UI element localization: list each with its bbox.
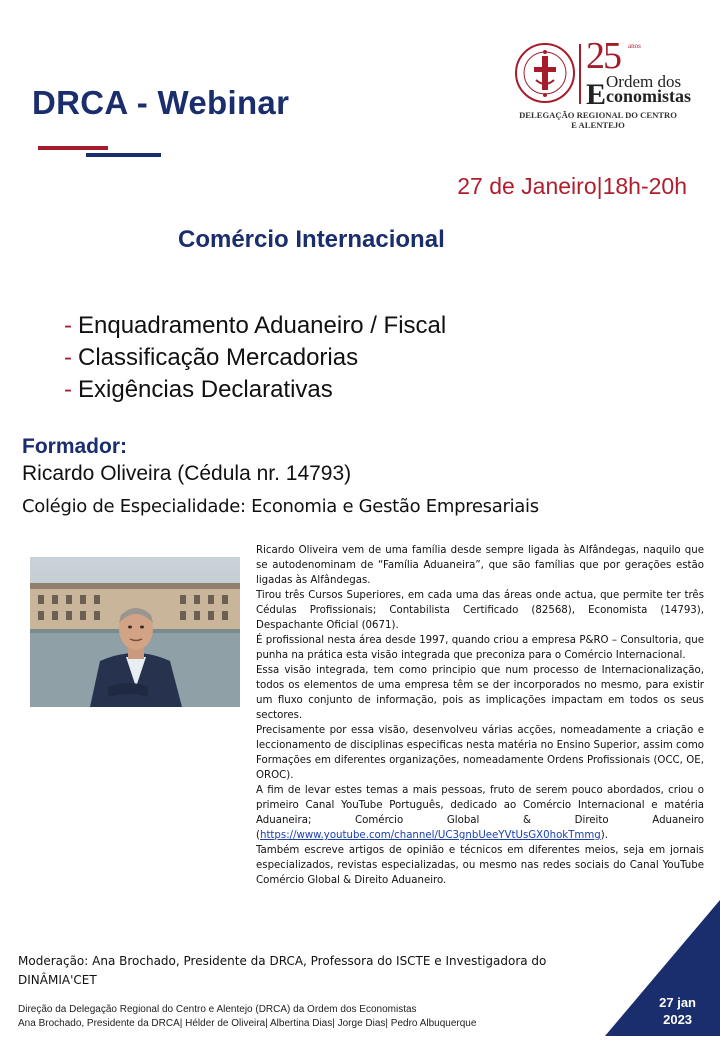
logo-delegation-line2: E ALENTEJO	[571, 120, 625, 130]
topic-item	[64, 342, 446, 374]
topic-item	[64, 310, 446, 342]
footer-date-day: 27 jan	[659, 995, 696, 1010]
trainer-label: Formador:	[22, 435, 127, 458]
event-subject: Comércio Internacional	[178, 226, 445, 253]
page-title: DRCA - Webinar	[32, 84, 290, 121]
bio-text: ).	[600, 830, 608, 841]
bio-paragraph: Ricardo Oliveira vem de uma família desde sempre ligada às Alfândegas, naquilo que se autodenominam de “Família Aduaneira”, que são famílias que por gerações estão ligadas às Alfândegas.	[256, 545, 704, 586]
trainer-college: Colégio de Especialidade: Economia e Gestão Empresariais	[22, 496, 539, 517]
trainer-bio	[256, 543, 704, 888]
logo-org-line2: conomistas	[606, 86, 691, 106]
bio-paragraph: Precisamente por essa visão, desenvolveu várias acções, nomeadamente a criação e leccionamento de disciplinas especificas nesta matéria no Ensino Superior, assim como Formações em diferentes organizações, nomeadamente Ordens Profissionais (OCC, OE, OROC).	[256, 725, 704, 781]
footer-date-year: 2023	[663, 1012, 693, 1027]
trainer-photo	[30, 557, 240, 707]
footer-members: Ana Brochado, Presidente da DRCA| Hélder de Oliveira| Albertina Dias| Jorge Dias| Pedro Albuquerque	[18, 1018, 477, 1029]
bio-paragraph: Essa visão integrada, tem como principio que num processo de Internacionalização, todos os elementos de uma empresa têm se der incorporados no mesmo, para existir um fluxo conjunto de informação, pois as implicações impactam em todos os seus sectores.	[256, 665, 704, 721]
bio-paragraph: Também escreve artigos de opinião e técnicos em diferentes meios, seja em jornais especializados, revistas especializadas, ou mesmo nas redes sociais do Canal YouTube Comércio Global & Direito Aduaneiro.	[256, 845, 704, 886]
bio-paragraph: Tirou três Cursos Superiores, em cada uma das áreas onde actua, que permite ter três Cédulas Profissionais; Contabilista Certificado (82568), Economista (14793), Despachante Oficial (0671).	[256, 590, 704, 631]
logo-anniversary-suffix: anos	[628, 42, 641, 50]
topic-dash: -	[64, 376, 72, 403]
bio-text: A fim de levar estes temas a mais pessoas, fruto de serem pouco abordados, criou o primeiro Canal YouTube Português, dedicado ao Comércio Internacional e matéria Aduaneira; Comércio Global & Direito Aduaneiro (	[256, 785, 704, 841]
moderation-text: Moderação: Ana Brochado, Presidente da DRCA, Professora do ISCTE e Investigadora do DINÂMIA'CET	[18, 954, 547, 987]
topic-item	[64, 374, 446, 406]
topic-dash: -	[64, 344, 72, 371]
footer-date-badge	[659, 994, 696, 1028]
logo-org-initial: E	[586, 78, 607, 111]
logo-divider	[579, 44, 581, 104]
topic-dash: -	[64, 312, 72, 339]
bio-paragraph	[256, 783, 704, 843]
topic-text: Exigências Declarativas	[78, 376, 333, 403]
footer-direction: Direção da Delegação Regional do Centro e Alentejo (DRCA) da Ordem dos Economistas	[18, 1004, 417, 1015]
decorative-navy-bar	[86, 153, 161, 157]
ordem-economistas-seal-icon	[514, 40, 576, 106]
logo-org-line1: Ordem dos	[606, 72, 682, 91]
decorative-red-bar	[38, 146, 108, 150]
logo-anniversary-number: 25	[586, 35, 620, 77]
logo-delegation	[508, 110, 688, 130]
logo-delegation-line1: DELEGAÇÃO REGIONAL DO CENTRO	[519, 110, 677, 120]
topic-text: Classificação Mercadorias	[78, 344, 359, 371]
bio-paragraph: É profissional nesta área desde 1997, quando criou a empresa P&RO – Consultoria, que punha na prática esta visão integrada que preconiza para o Comércio Internacional.	[256, 635, 704, 661]
topic-list	[64, 310, 446, 406]
trainer-name: Ricardo Oliveira (Cédula nr. 14793)	[22, 462, 352, 485]
youtube-channel-link[interactable]: https://www.youtube.com/channel/UC3gnbUeeYVtUsGX0hokTmmg	[259, 830, 601, 841]
topic-text: Enquadramento Aduaneiro / Fiscal	[78, 312, 447, 339]
event-date-time: 27 de Janeiro|18h-20h	[457, 173, 687, 199]
